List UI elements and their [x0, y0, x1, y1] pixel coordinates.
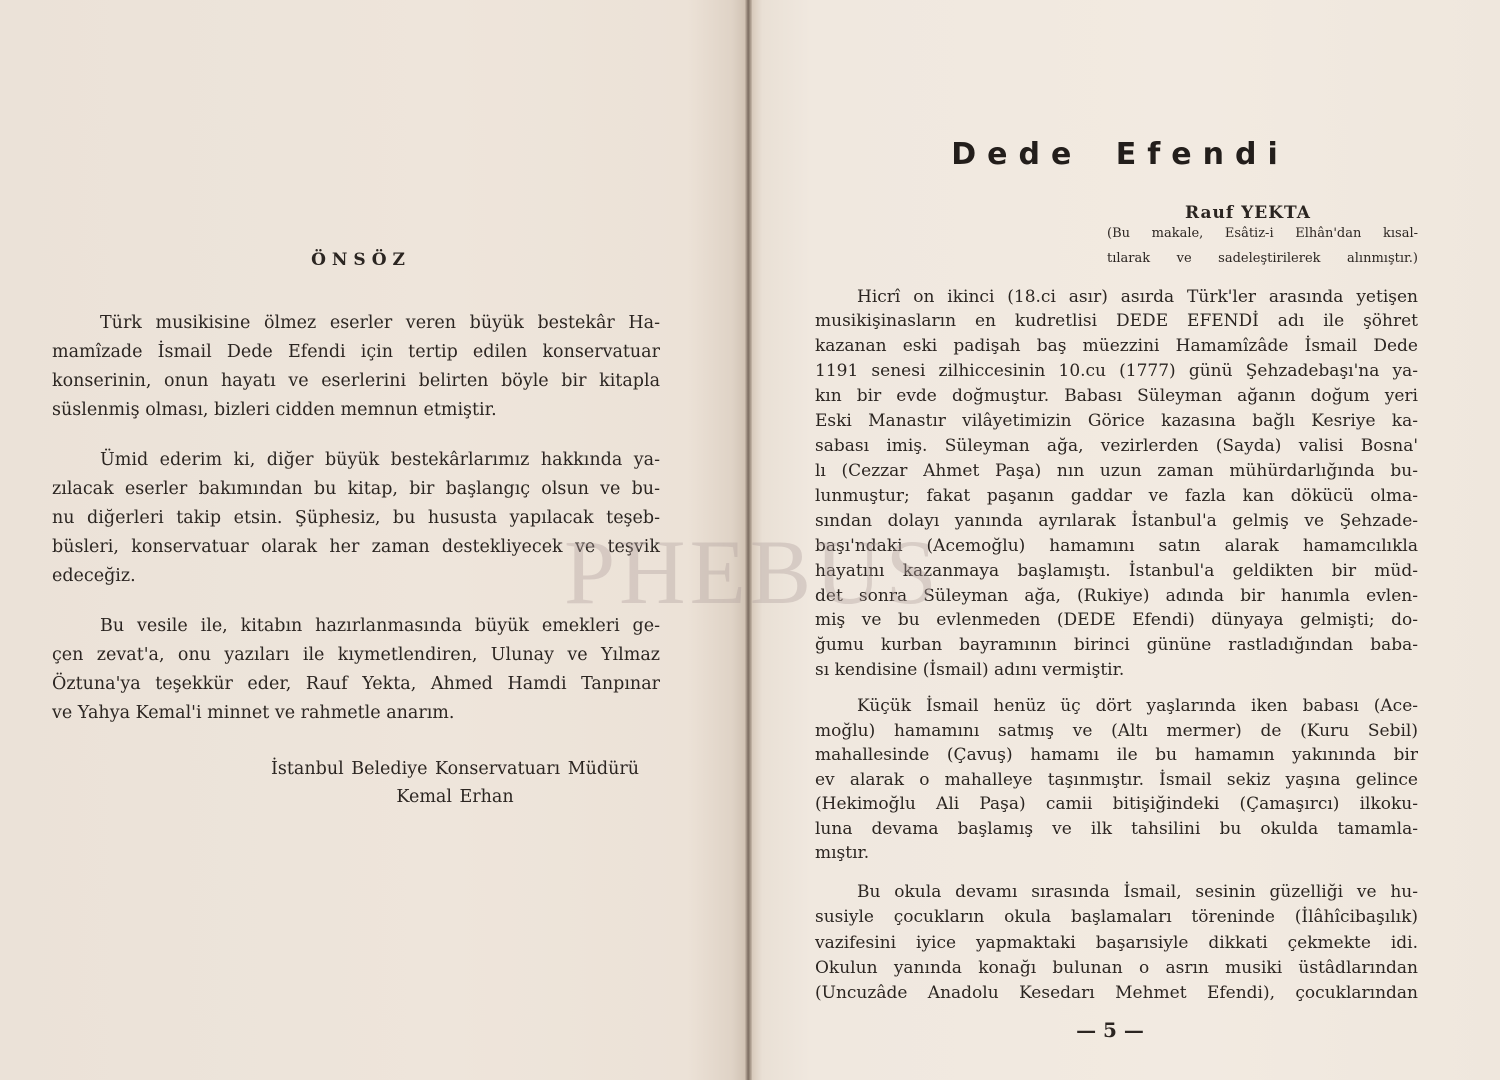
- signature-name: Kemal Erhan: [396, 787, 514, 807]
- text-line: zılacak eserler bakımından bu kitap, bir başlangıç olsun ve bu-: [52, 479, 660, 499]
- text-line: edeceğiz.: [52, 566, 136, 586]
- text-line: lunmuştur; fakat paşanın gaddar ve fazla kan dökücü olma-: [815, 485, 1418, 506]
- text-line: ev alarak o mahalleye taşınmıştır. İsmail sekiz yaşına gelince: [815, 769, 1418, 790]
- text-line: Bu vesile ile, kitabın hazırlanmasında büyük emekleri ge-: [100, 616, 660, 636]
- article-title: Dede Efendi: [951, 137, 1289, 172]
- text-line: başı'ndaki (Acemoğlu) hamamını satın alarak hamamcılıkla: [815, 535, 1418, 556]
- text-line: kazanan eski padişah baş müezzini Hamamîzâde İsmail Dede: [815, 336, 1418, 357]
- article-source-note: [1107, 221, 1418, 271]
- article-author: Rauf YEKTA: [1185, 203, 1311, 223]
- text-line: nu diğerleri takip etsin. Şüphesiz, bu hususta yapılacak teşeb-: [52, 508, 660, 528]
- article-paragraph: [815, 694, 1418, 866]
- text-line: Öztuna'ya teşekkür eder, Rauf Yekta, Ahmed Hamdi Tanpınar: [52, 674, 660, 694]
- watermark: PHEBUS: [564, 521, 941, 623]
- text-line: Küçük İsmail henüz üç dört yaşlarında iken babası (Ace-: [857, 696, 1418, 716]
- text-line: (Hekimoğlu Ali Paşa) camii bitişiğindeki (Çamaşırcı) ilkoku-: [815, 794, 1418, 814]
- page-number: — 5 —: [1076, 1018, 1144, 1042]
- text-line: Hicrî on ikinci (18.ci asır) asırda Türk'ler arasında yetişen: [857, 286, 1418, 307]
- text-line: (Bu makale, Esâtiz-i Elhân'dan kısal-: [1107, 226, 1418, 241]
- text-line: hayatını kazanmaya başlamıştı. İstanbul'a geldikten bir müd-: [815, 560, 1418, 581]
- text-line: sabası imiş. Süleyman ağa, vezirlerden (Sayda) valisi Bosna': [815, 436, 1418, 457]
- article-paragraph: [815, 880, 1418, 1006]
- text-line: Bu okula devamı sırasında İsmail, sesinin güzelliği ve hu-: [857, 882, 1418, 902]
- text-line: (Uncuzâde Anadolu Kesedarı Mehmet Efendi), çocuklarından: [815, 983, 1418, 1003]
- text-line: tılarak ve sadeleştirilerek alınmıştır.): [1107, 251, 1418, 266]
- text-line: mamîzade İsmail Dede Efendi için tertip edilen konservatuar: [52, 342, 660, 362]
- text-line: moğlu) hamamını satmış ve (Altı mermer) de (Kuru Sebil): [815, 720, 1418, 741]
- text-line: Okulun yanında konağı bulunan o asrın musiki üstâdlarından: [815, 957, 1418, 978]
- text-line: Eski Manastır vilâyetimizin Görice kazasına bağlı Kesriye ka-: [815, 411, 1418, 432]
- text-line: ve Yahya Kemal'i minnet ve rahmetle anarım.: [52, 703, 455, 723]
- text-line: lı (Cezzar Ahmet Paşa) nın uzun zaman mühürdarlığında bu-: [815, 460, 1418, 481]
- signature-block: [250, 755, 660, 811]
- text-line: konserinin, onun hayatı ve eserlerini belirten böyle bir kitapla: [52, 371, 660, 391]
- signature-title: İstanbul Belediye Konservatuarı Müdürü: [270, 759, 640, 779]
- text-line: luna devama başlamış ve ilk tahsilini bu okulda tamamla-: [815, 818, 1418, 839]
- article-paragraph: [815, 285, 1418, 684]
- text-line: Türk musikisine ölmez eserler veren büyük bestekâr Ha-: [100, 313, 660, 333]
- text-line: büsleri, konservatuar olarak her zaman destekliyecek ve teşvik: [52, 537, 660, 557]
- text-line: kın bir evde doğmuştur. Babası Süleyman ağanın doğum yeri: [815, 386, 1418, 407]
- foreword-paragraph: [52, 612, 660, 728]
- text-line: çen zevat'a, onu yazıları ile kıymetlendiren, Ulunay ve Yılmaz: [52, 645, 660, 665]
- text-line: det sonra Süleyman ağa, (Rukiye) adında bir hanımla evlen-: [815, 585, 1418, 606]
- text-line: vazifesini iyice yapmaktaki başarısiyle dikkati çekmekte idi.: [815, 932, 1418, 953]
- foreword-paragraph: [52, 309, 660, 425]
- text-line: süslenmiş olması, bizleri cidden memnun etmiştir.: [52, 400, 497, 420]
- foreword-title: ÖNSÖZ: [311, 250, 411, 270]
- text-line: musikişinasların en kudretlisi DEDE EFENDİ adı ile şöhret: [815, 311, 1418, 332]
- text-line: mıştır.: [815, 843, 870, 863]
- text-line: mahallesinde (Çavuş) hamamı ile bu hamamın yakınında bir: [815, 745, 1418, 765]
- text-line: sı kendisine (İsmail) adını vermiştir.: [815, 660, 1125, 681]
- text-line: susiyle çocukların okula başlamaları töreninde (İlâhîcibaşılık): [815, 907, 1418, 928]
- text-line: ğumu kurban bayramının birinci gününe rastladığından baba-: [815, 635, 1418, 656]
- text-line: Ümid ederim ki, diğer büyük bestekârlarımız hakkında ya-: [100, 450, 660, 470]
- text-line: sından dolayı yanında ayrılarak İstanbul'a gelmiş ve Şehzade-: [815, 510, 1418, 531]
- text-line: 1191 senesi zilhiccesinin 10.cu (1777) günü Şehzadebaşı'na ya-: [815, 361, 1418, 382]
- text-line: miş ve bu evlenmeden (DEDE Efendi) dünyaya gelmişti; do-: [815, 610, 1418, 631]
